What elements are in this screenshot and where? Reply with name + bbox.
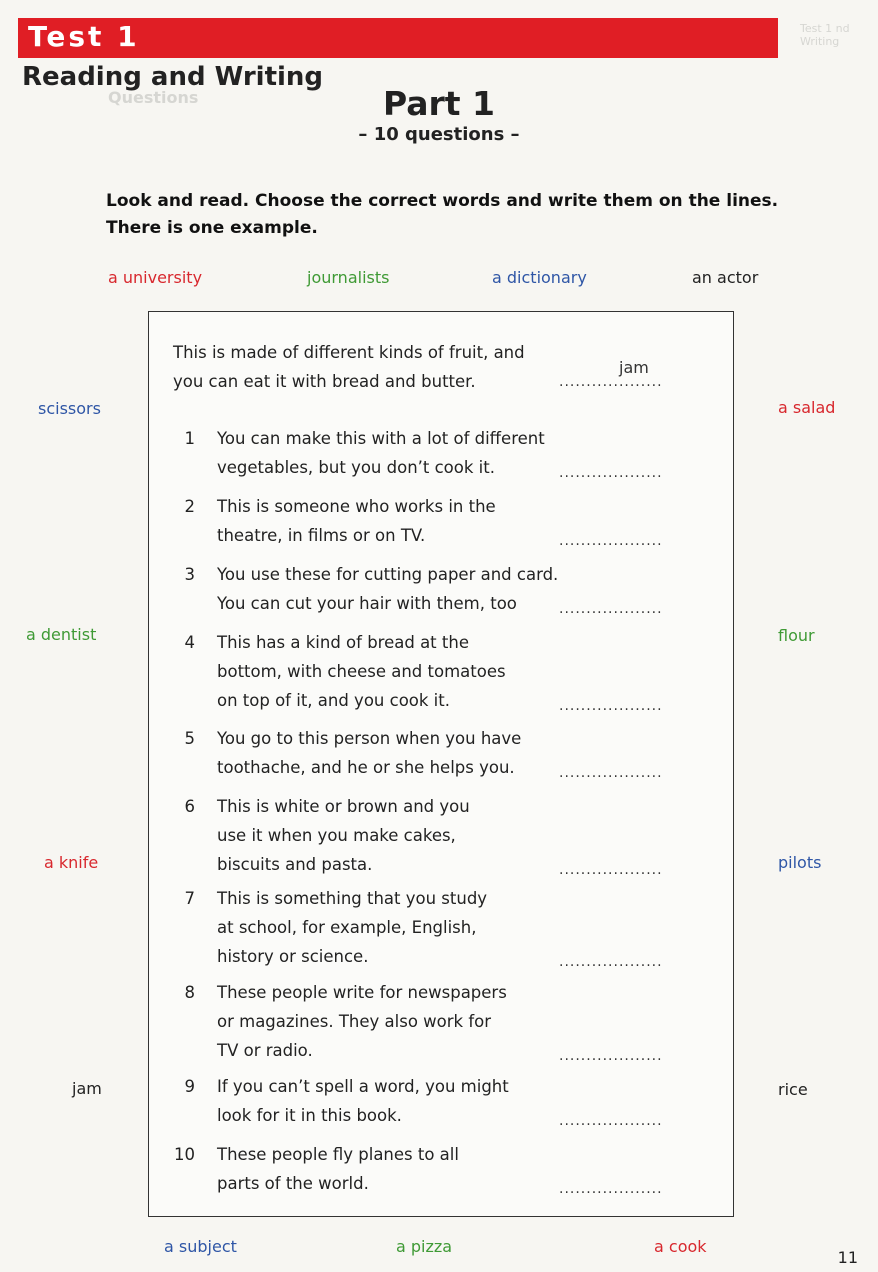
answer-line[interactable]: ................... [559,1048,663,1064]
question-line: biscuits and pasta. [217,855,373,874]
question-line: history or science. [217,947,369,966]
bleed-through-text: Questions [108,88,199,107]
test-banner [18,18,778,58]
question-line: This is someone who works in the [217,497,496,516]
question-number: 1 [184,429,195,448]
word-university: a university [108,268,203,287]
question-line: This is white or brown and you [217,797,470,816]
word-pilots: pilots [778,853,822,872]
word-dictionary: a dictionary [492,268,587,287]
section-title: Reading and Writing [22,62,324,92]
word-journalists: journalists [307,268,390,287]
question-number: 10 [174,1145,195,1164]
question-line: vegetables, but you don’t cook it. [217,458,495,477]
question-line: on top of it, and you cook it. [217,691,450,710]
word-subject: a subject [164,1237,237,1256]
question-line: parts of the world. [217,1174,369,1193]
question-line: at school, for example, English, [217,918,477,937]
answer-line[interactable]: ................... [559,601,663,617]
example-line-1: This is made of different kinds of fruit, and [173,343,525,362]
answer-line[interactable]: ................... [559,465,663,481]
page-number: 11 [837,1248,858,1267]
word-flour: flour [778,626,815,645]
part-title: Part 1 [382,84,496,123]
question-number: 8 [184,983,195,1002]
answer-line[interactable]: ................... [559,862,663,878]
word-dentist: a dentist [26,625,97,644]
question-line: These people write for newspapers [217,983,507,1002]
question-line: You can make this with a lot of different [217,429,545,448]
answer-line[interactable]: ................... [559,1113,663,1129]
word-actor: an actor [692,268,759,287]
test-label: Test 1 [28,20,140,53]
question-line: You use these for cutting paper and card. [217,565,559,584]
answer-line[interactable]: ................... [559,1181,663,1197]
question-line: or magazines. They also work for [217,1012,492,1031]
answer-line[interactable]: ................... [559,698,663,714]
word-rice: rice [778,1080,808,1099]
word-salad: a salad [778,398,836,417]
word-scissors: scissors [38,399,101,418]
question-line: TV or radio. [217,1041,313,1060]
question-line: bottom, with cheese and tomatoes [217,662,506,681]
question-line: theatre, in films or on TV. [217,526,426,545]
question-line: toothache, and he or she helps you. [217,758,515,777]
word-cook: a cook [654,1237,707,1256]
word-pizza: a pizza [396,1237,453,1256]
bleed-through-text: Test 1 nd Writing [800,22,850,48]
question-line: You go to this person when you have [217,729,522,748]
example-answer-line: ................... [559,374,663,390]
question-line: look for it in this book. [217,1106,402,1125]
word-jam: jam [72,1079,102,1098]
example-line-2: you can eat it with bread and butter. [173,372,476,391]
question-number: 2 [184,497,195,516]
question-number: 3 [184,565,195,584]
word-knife: a knife [44,853,99,872]
question-line: If you can’t spell a word, you might [217,1077,509,1096]
answer-line[interactable]: ................... [559,533,663,549]
part-subtitle: – 10 questions – [358,124,520,145]
answer-line[interactable]: ................... [559,954,663,970]
question-number: 4 [184,633,195,652]
question-number: 6 [184,797,195,816]
question-line: You can cut your hair with them, too [217,594,517,613]
question-line: This is something that you study [217,889,488,908]
question-line: use it when you make cakes, [217,826,456,845]
question-line: These people fly planes to all [217,1145,459,1164]
question-line: This has a kind of bread at the [217,633,469,652]
question-number: 7 [184,889,195,908]
question-box [148,311,734,1217]
example-answer: jam [619,358,649,377]
answer-line[interactable]: ................... [559,765,663,781]
question-number: 5 [184,729,195,748]
instructions: Look and read. Choose the correct words and write them on the lines. There is one example. [106,191,779,238]
question-number: 9 [184,1077,195,1096]
